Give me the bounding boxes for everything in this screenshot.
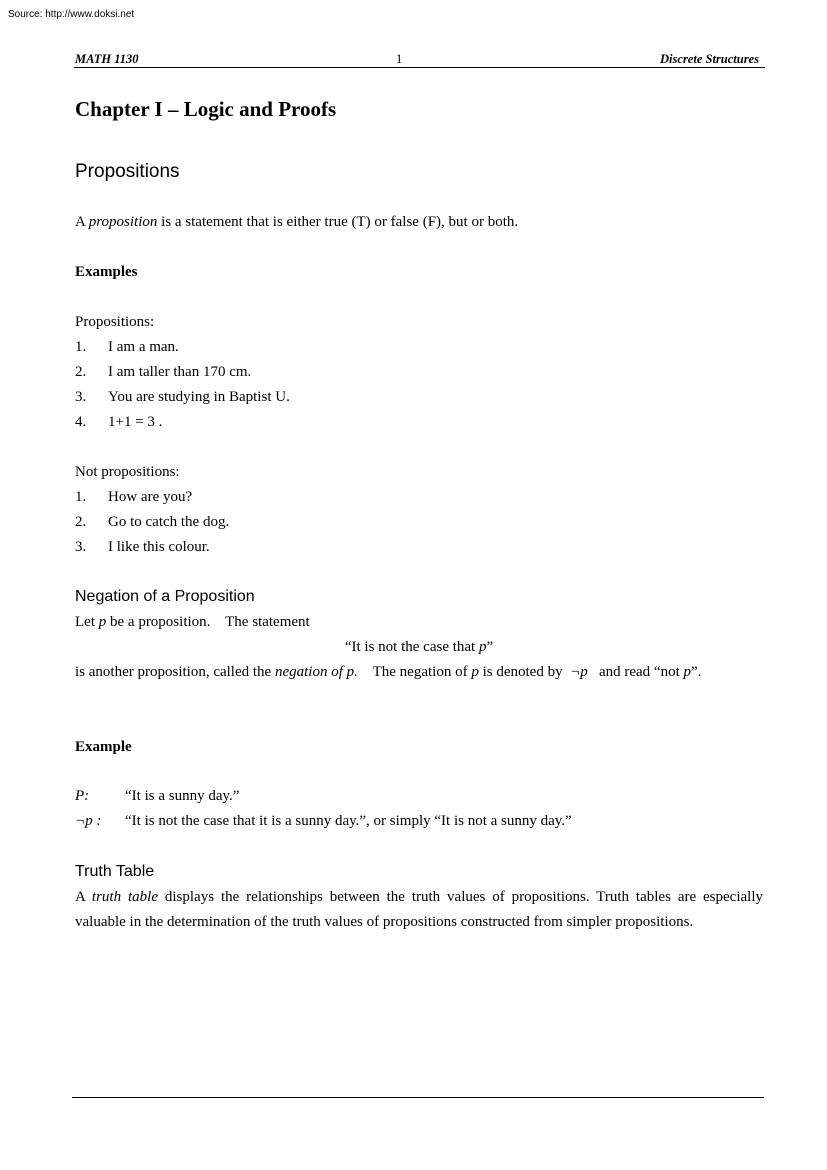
list-item-number: 4. xyxy=(75,414,87,430)
list-item-number: 1. xyxy=(75,489,87,505)
list-item xyxy=(75,335,179,360)
body-text: ”. xyxy=(691,664,702,680)
list-item-text: I like this colour. xyxy=(108,539,210,555)
body-text: is denoted by xyxy=(478,664,571,680)
list-item xyxy=(75,535,210,560)
list-item xyxy=(75,485,192,510)
section-heading-negation: Negation of a Proposition xyxy=(75,588,255,605)
header-rule xyxy=(74,67,765,68)
truth-table-term: truth table xyxy=(91,889,158,905)
header-course: MATH 1130 xyxy=(75,52,139,66)
negation-intro xyxy=(75,610,310,635)
list-item xyxy=(75,410,162,435)
example-label-p: P: xyxy=(75,788,90,804)
list-item xyxy=(75,360,251,385)
list-item-text: How are you? xyxy=(108,489,193,505)
list-item-text: I am taller than 170 cm. xyxy=(108,364,252,380)
intro-text: be a proposition. The statement xyxy=(106,614,310,630)
header-subject: Discrete Structures xyxy=(660,52,759,66)
list-item-text: I am a man. xyxy=(108,339,179,355)
body-var: p xyxy=(683,664,691,680)
list-item xyxy=(75,510,229,535)
list-item-number: 3. xyxy=(75,389,87,405)
definition-suffix: is a statement that is either true (T) or false (F), but or both. xyxy=(157,214,519,230)
proposition-definition xyxy=(75,210,518,235)
list-item-number: 2. xyxy=(75,364,87,380)
body-var: p xyxy=(471,664,479,680)
negation-body xyxy=(75,660,763,685)
section-heading-propositions: Propositions xyxy=(75,161,180,182)
source-label: Source: http://www.doksi.net xyxy=(8,9,135,20)
list-item-text: You are studying in Baptist U. xyxy=(108,389,290,405)
example-heading: Example xyxy=(75,739,132,755)
intro-var: p xyxy=(98,614,107,630)
list-item-number: 2. xyxy=(75,514,87,530)
footer-rule xyxy=(72,1097,764,1098)
truth-table-paragraph xyxy=(75,885,763,935)
negation-symbol: ¬p xyxy=(570,664,588,680)
list-item-number: 1. xyxy=(75,339,87,355)
negation-term: negation of p. xyxy=(274,664,358,680)
chapter-title: Chapter I – Logic and Proofs xyxy=(75,97,337,121)
list-item-text: 1+1 = 3 . xyxy=(108,414,163,430)
definition-term: proposition xyxy=(88,214,158,230)
quote-text: ” xyxy=(486,639,494,655)
propositions-label: Propositions: xyxy=(75,314,155,330)
quote-var: p xyxy=(478,639,487,655)
definition-prefix: A xyxy=(75,214,89,230)
page-number: 1 xyxy=(396,52,403,66)
section-heading-truth-table: Truth Table xyxy=(75,863,155,880)
list-item xyxy=(75,385,290,410)
list-item-number: 3. xyxy=(75,539,87,555)
body-text: and read “not xyxy=(587,664,684,680)
body-text: is another proposition, called the xyxy=(75,664,275,680)
example-text-not-p: “It is not the case that it is a sunny day.”, or simply “It is not a sunny day.” xyxy=(125,813,572,829)
examples-heading: Examples xyxy=(75,264,138,280)
negation-quote xyxy=(0,635,827,660)
intro-text: Let xyxy=(75,614,99,630)
truth-text: A xyxy=(75,889,92,905)
list-item-text: Go to catch the dog. xyxy=(108,514,230,530)
example-label-not-p: ¬p : xyxy=(75,813,102,829)
example-text-p: “It is a sunny day.” xyxy=(125,788,240,804)
truth-text: displays the relationships between the truth values of propositions. Truth tables are especially valuable in the determination of the truth values of propositions constructed from simpler propositions. xyxy=(75,889,763,930)
not-propositions-label: Not propositions: xyxy=(75,464,180,480)
quote-text: “It is not the case that xyxy=(344,639,479,655)
body-text: The negation of xyxy=(357,664,472,680)
